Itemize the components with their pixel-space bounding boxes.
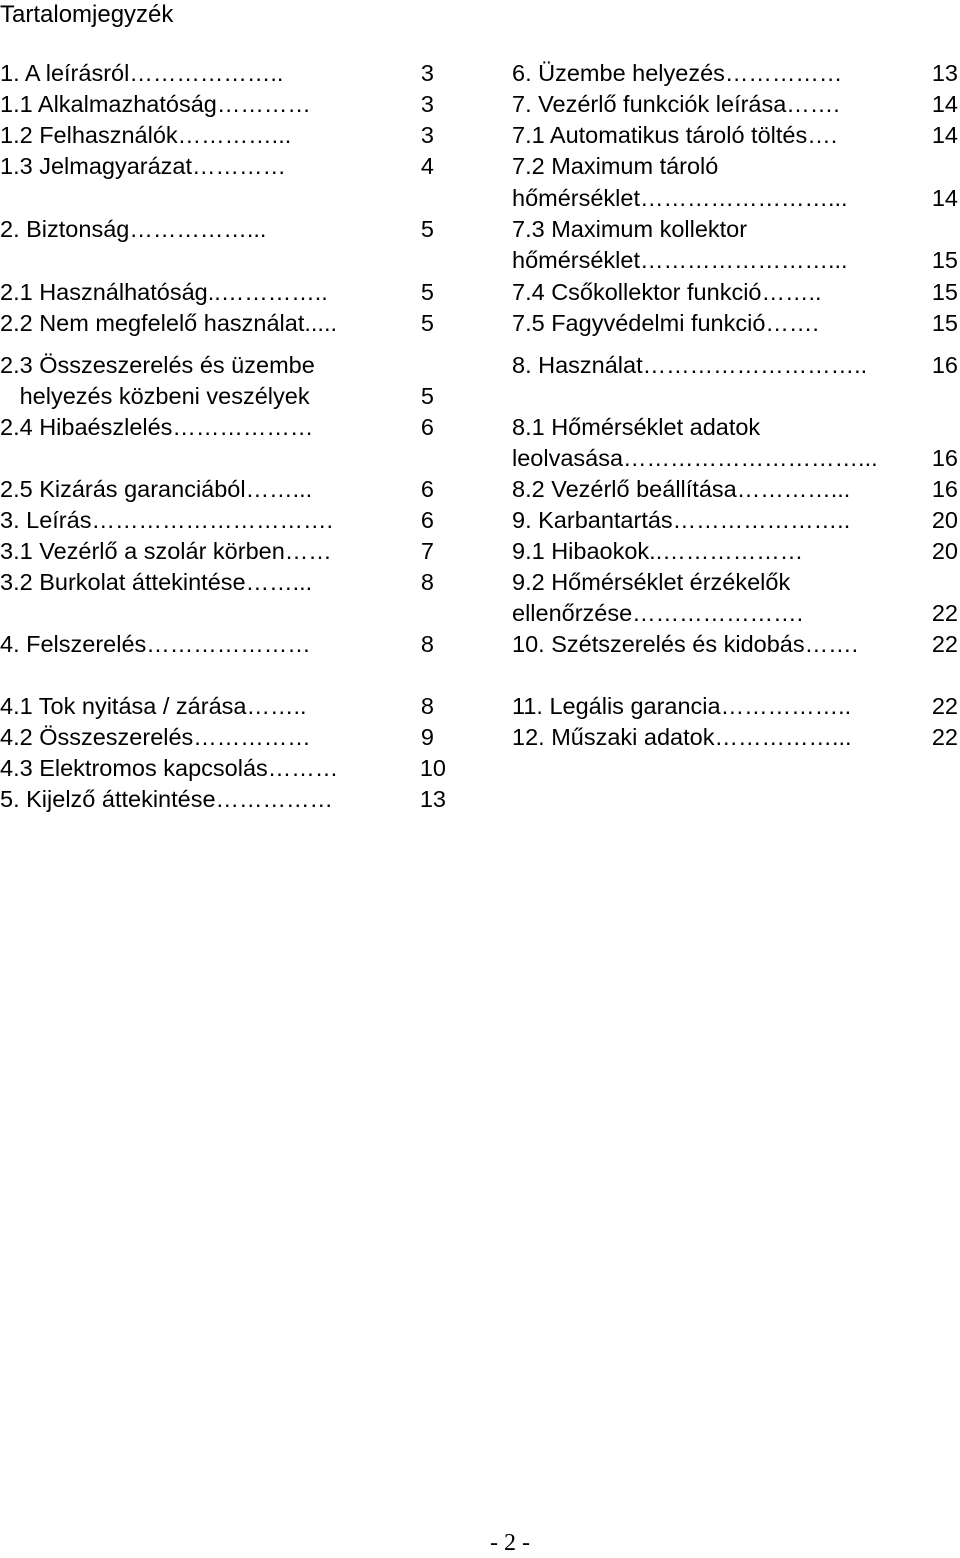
toc-entry[interactable] [0, 151, 434, 182]
toc-entry-text: 12. Műszaki adatok……………... [512, 724, 852, 750]
toc-entry[interactable] [512, 505, 958, 536]
toc-entry-page: 13 [419, 786, 446, 812]
toc-entry[interactable] [0, 536, 434, 567]
toc-entry-page: 13 [931, 60, 958, 86]
toc-entry-text: 4.1 Tok nyitása / zárása…….. [0, 693, 307, 719]
toc-entry-text: 8.2 Vezérlő beállítása…………... [512, 476, 851, 502]
toc-entry-page: 3 [420, 91, 434, 117]
toc-entry-page: 22 [931, 600, 958, 626]
toc-entry[interactable] [512, 629, 958, 660]
toc-entry[interactable] [0, 722, 434, 753]
toc-entry-text: 9. Karbantartás………………….. [512, 507, 851, 533]
toc-entry-text: 1.1 Alkalmazhatóság………… [0, 91, 311, 117]
toc-entry[interactable] [0, 474, 434, 505]
toc-entry[interactable] [512, 598, 958, 629]
toc-entry[interactable] [0, 381, 434, 412]
toc-entry-text: 7.4 Csőkollektor funkció…….. [512, 279, 822, 305]
toc-entry-text: 4.3 Elektromos kapcsolás……… [0, 755, 339, 781]
toc-entry-text: 5. Kijelző áttekintése…………… [0, 786, 334, 812]
toc-entry-text: helyezés közbeni veszélyek [0, 383, 310, 409]
toc-entry-text: 1.3 Jelmagyarázat………… [0, 153, 287, 179]
toc-entry[interactable] [512, 151, 958, 182]
toc-entry[interactable] [0, 784, 446, 815]
toc-entry-text: 2.3 Összeszerelés és üzembe [0, 352, 315, 378]
toc-entry-text: 7.5 Fagyvédelmi funkció……. [512, 310, 819, 336]
toc-entry-text: 4. Felszerelés………………… [0, 631, 311, 657]
toc-entry[interactable] [512, 350, 958, 381]
toc-entry-page: 14 [931, 185, 958, 211]
toc-entry-page: 20 [931, 538, 958, 564]
toc-entry-text: 3.1 Vezérlő a szolár körben…… [0, 538, 332, 564]
toc-entry-page: 8 [420, 693, 434, 719]
toc-entry[interactable] [0, 308, 434, 339]
toc-entry-text: 2.2 Nem megfelelő használat..... [0, 310, 338, 336]
toc-entry-text: 3.2 Burkolat áttekintése……... [0, 569, 313, 595]
toc-entry[interactable] [512, 214, 958, 245]
toc-entry-page: 4 [420, 153, 434, 179]
page-number: - 2 - [490, 1530, 530, 1556]
toc-entry-page: 16 [931, 445, 958, 471]
toc-entry-text: 1.2 Felhasználók…………... [0, 122, 292, 148]
toc-entry[interactable] [0, 691, 434, 722]
toc-entry[interactable] [512, 183, 958, 214]
toc-entry-page: 8 [420, 569, 434, 595]
toc-entry-text: 8.1 Hőmérséklet adatok [512, 414, 761, 440]
toc-entry-text: 4.2 Összeszerelés…………… [0, 724, 311, 750]
toc-entry-page: 10 [419, 755, 446, 781]
toc-entry-page: 6 [420, 414, 434, 440]
toc-entry-text: 9.1 Hibaokok..……………… [512, 538, 804, 564]
toc-entry-text: hőmérséklet……………………... [512, 185, 848, 211]
toc-entry[interactable] [0, 629, 434, 660]
toc-entry-text: 7. Vezérlő funkciók leírása……. [512, 91, 840, 117]
toc-entry-text: 7.1 Automatikus tároló töltés…. [512, 122, 838, 148]
toc-entry[interactable] [0, 58, 434, 89]
toc-entry[interactable] [512, 58, 958, 89]
toc-entry-text: leolvasása…………………………... [512, 445, 878, 471]
toc-entry[interactable] [512, 308, 958, 339]
toc-entry[interactable] [512, 412, 958, 443]
toc-entry-page: 5 [420, 383, 434, 409]
toc-entry-page: 5 [420, 216, 434, 242]
toc-entry[interactable] [0, 753, 446, 784]
toc-entry[interactable] [0, 89, 434, 120]
toc-entry[interactable] [512, 245, 958, 276]
toc-entry[interactable] [0, 505, 434, 536]
toc-entry-page: 6 [420, 476, 434, 502]
toc-entry[interactable] [0, 214, 434, 245]
toc-entry-text: 6. Üzembe helyezés…………… [512, 60, 843, 86]
toc-entry[interactable] [0, 350, 434, 381]
toc-entry-page: 8 [420, 631, 434, 657]
toc-entry-text: 10. Szétszerelés és kidobás……. [512, 631, 859, 657]
toc-entry-page: 22 [931, 724, 958, 750]
toc-entry-page: 16 [931, 476, 958, 502]
toc-entry-page: 5 [420, 310, 434, 336]
toc-entry-page: 15 [931, 279, 958, 305]
toc-entry-page: 22 [931, 631, 958, 657]
toc-entry-text: 2.1 Használhatóság..………….. [0, 279, 328, 305]
toc-entry-page: 22 [931, 693, 958, 719]
toc-entry-text: 1. A leírásról……………….. [0, 60, 284, 86]
toc-entry[interactable] [512, 277, 958, 308]
toc-entry-page: 3 [420, 122, 434, 148]
toc-entry[interactable] [512, 120, 958, 151]
toc-entry[interactable] [0, 567, 434, 598]
toc-entry-text: hőmérséklet……………………... [512, 247, 848, 273]
toc-title: Tartalomjegyzék [0, 1, 174, 28]
toc-entry-page: 15 [931, 247, 958, 273]
toc-entry-page: 5 [420, 279, 434, 305]
toc-entry-page: 14 [931, 122, 958, 148]
toc-entry-page: 20 [931, 507, 958, 533]
toc-entry-text: 2. Biztonság……………... [0, 216, 267, 242]
toc-entry-text: 8. Használat……………………….. [512, 352, 868, 378]
toc-entry[interactable] [512, 89, 958, 120]
toc-entry-page: 6 [420, 507, 434, 533]
toc-entry-text: 7.2 Maximum tároló [512, 153, 719, 179]
toc-entry-page: 3 [420, 60, 434, 86]
toc-entry[interactable] [512, 536, 958, 567]
toc-entry[interactable] [512, 443, 958, 474]
toc-entry[interactable] [512, 474, 958, 505]
toc-entry-text: 7.3 Maximum kollektor [512, 216, 748, 242]
toc-entry-text: 2.5 Kizárás garanciából……... [0, 476, 313, 502]
toc-entry[interactable] [0, 412, 434, 443]
toc-entry-text: ellenőrzése…………………. [512, 600, 804, 626]
toc-entry-text: 9.2 Hőmérséklet érzékelők [512, 569, 791, 595]
toc-entry-page: 7 [420, 538, 434, 564]
toc-entry[interactable] [512, 567, 958, 598]
toc-entry-page: 16 [931, 352, 958, 378]
toc-entry[interactable] [512, 722, 958, 753]
toc-entry[interactable] [512, 691, 958, 722]
toc-entry[interactable] [0, 277, 434, 308]
toc-entry[interactable] [0, 120, 434, 151]
toc-entry-page: 15 [931, 310, 958, 336]
toc-entry-page: 14 [931, 91, 958, 117]
toc-entry-text: 2.4 Hibaészlelés……………… [0, 414, 314, 440]
toc-entry-page: 9 [420, 724, 434, 750]
toc-entry-text: 11. Legális garancia…………….. [512, 693, 852, 719]
toc-entry-text: 3. Leírás…………………………. [0, 507, 333, 533]
